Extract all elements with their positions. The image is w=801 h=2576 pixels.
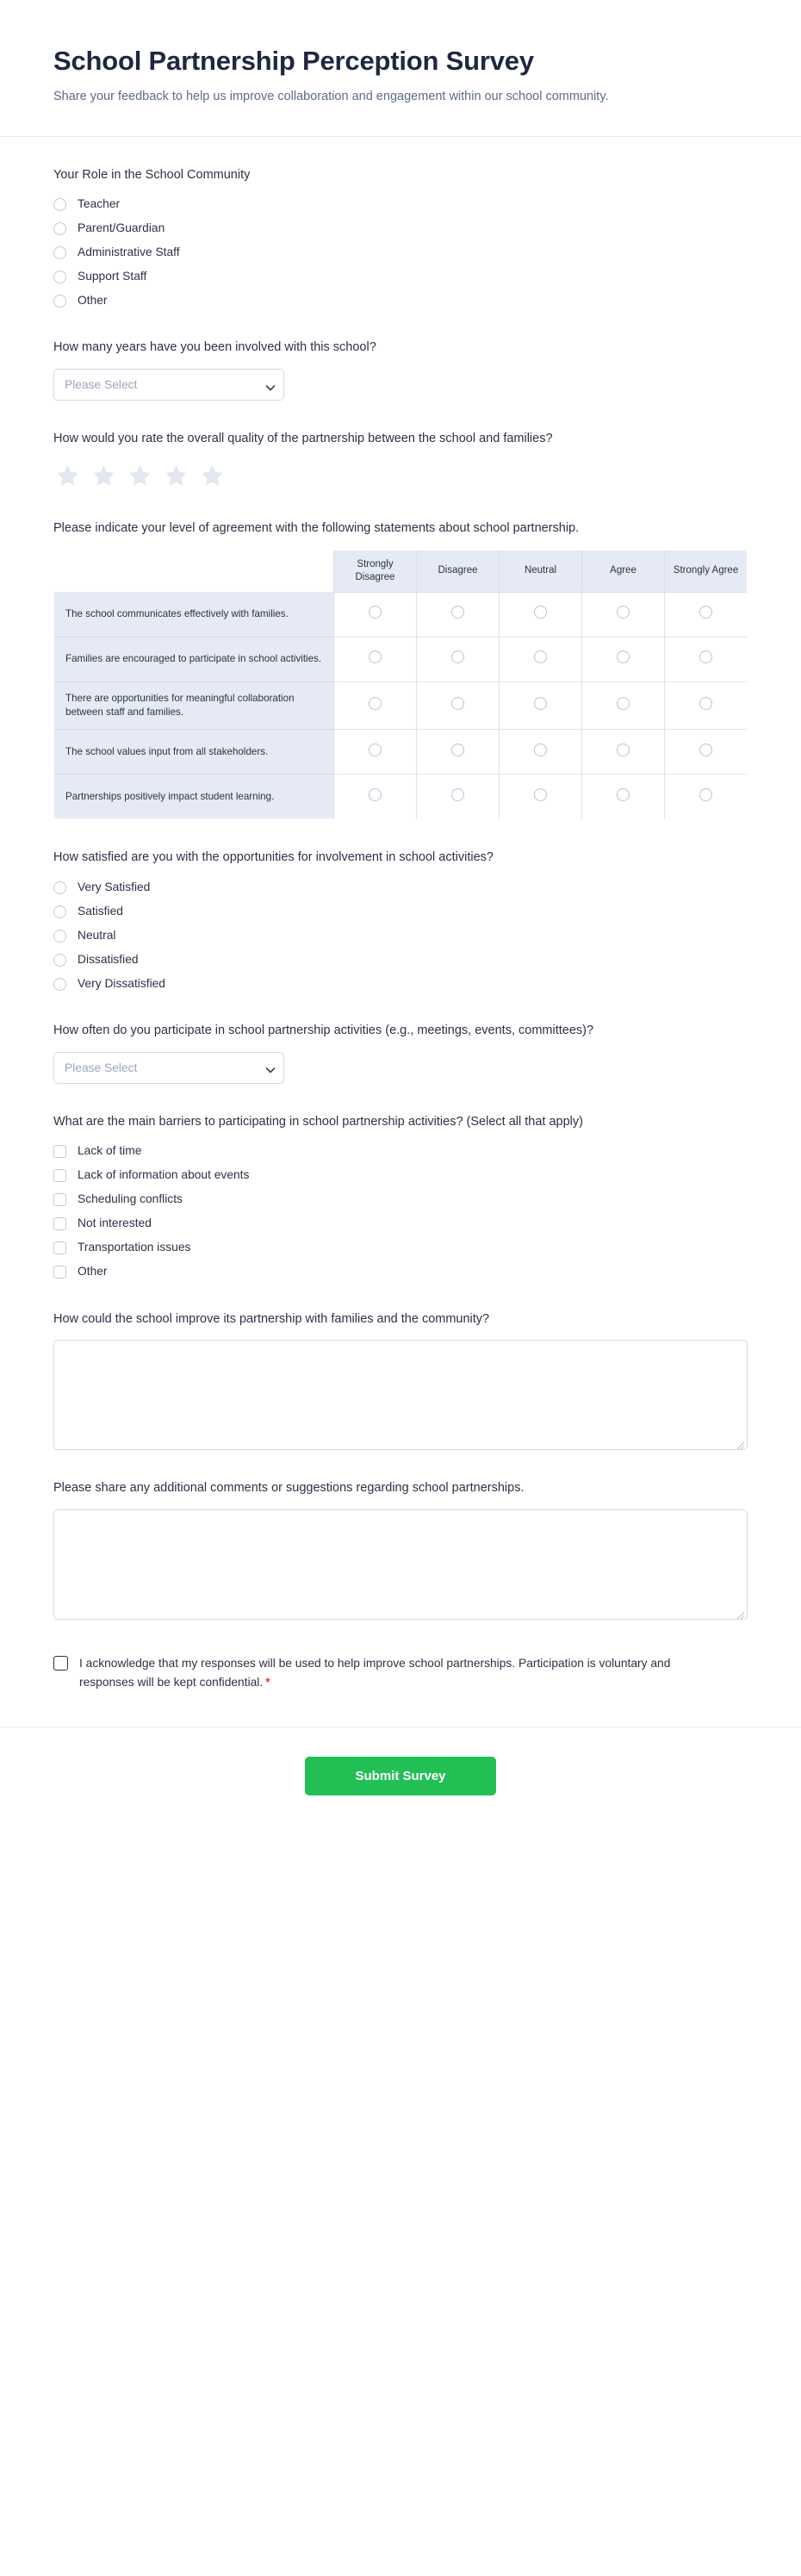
checkbox-option-lack-of-time[interactable] (53, 1143, 748, 1160)
radio-icon[interactable] (451, 788, 464, 801)
option-label: Transportation issues (78, 1241, 191, 1254)
matrix-cell[interactable] (582, 775, 665, 819)
matrix-col-agree: Agree (582, 550, 665, 592)
radio-icon[interactable] (53, 295, 66, 308)
option-label: Support Staff (78, 270, 147, 283)
matrix-col-neutral: Neutral (500, 550, 582, 592)
radio-icon[interactable] (369, 650, 382, 663)
option-label: Other (78, 1265, 108, 1279)
matrix-cell[interactable] (417, 730, 500, 775)
radio-icon[interactable] (53, 246, 66, 259)
checkbox-option-scheduling-conflicts[interactable] (53, 1192, 748, 1209)
matrix-cell[interactable] (417, 637, 500, 681)
agreement-matrix-table (53, 550, 748, 820)
role-radio-group (53, 196, 748, 309)
matrix-cell[interactable] (582, 637, 665, 681)
matrix-row-label: There are opportunities for meaningful collaboration between staff and families. (54, 681, 334, 730)
question-participation-frequency (53, 1022, 748, 1084)
checkbox-icon[interactable] (53, 1241, 66, 1254)
radio-icon[interactable] (617, 697, 630, 710)
table-row (54, 730, 748, 775)
question-years-involved (53, 339, 748, 401)
star-icon-4[interactable] (164, 464, 189, 488)
star-icon-5[interactable] (200, 464, 225, 488)
checkbox-icon[interactable] (53, 1169, 66, 1182)
option-label: Satisfied (78, 904, 123, 918)
option-label: Teacher (78, 197, 121, 211)
radio-icon[interactable] (617, 650, 630, 663)
question-partnership-rating (53, 430, 748, 490)
option-label: Parent/Guardian (78, 221, 165, 235)
question-comments-label: Please share any additional comments or suggestions regarding school partnerships. (53, 1481, 525, 1496)
acknowledgement-label (79, 1654, 717, 1692)
frequency-select-wrapper (53, 1052, 284, 1084)
radio-icon[interactable] (369, 744, 382, 756)
matrix-wrapper (53, 550, 748, 820)
radio-option-parent-guardian[interactable] (53, 220, 748, 237)
form-body (0, 137, 801, 1692)
radio-option-very-satisfied[interactable] (53, 879, 748, 896)
submit-survey-button[interactable]: Submit Survey (305, 1757, 496, 1795)
radio-icon[interactable] (534, 606, 547, 619)
table-row (54, 592, 748, 637)
satisfaction-radio-group (53, 879, 748, 992)
option-label: Administrative Staff (78, 246, 180, 259)
option-label: Lack of information about events (78, 1168, 250, 1182)
question-barriers-label: What are the main barriers to participating in school partnership activities? (Select all that apply) (53, 1114, 583, 1129)
radio-icon[interactable] (451, 606, 464, 619)
matrix-row-label: Partnerships positively impact student learning. (54, 775, 334, 819)
years-select[interactable]: Please Select (53, 369, 284, 401)
radio-icon[interactable] (451, 744, 464, 756)
option-label: Scheduling conflicts (78, 1192, 183, 1206)
star-rating-group (53, 460, 748, 490)
matrix-cell[interactable] (417, 775, 500, 819)
matrix-cell[interactable] (665, 637, 748, 681)
radio-icon[interactable] (451, 697, 464, 710)
radio-icon[interactable] (617, 788, 630, 801)
radio-icon[interactable] (699, 788, 712, 801)
radio-icon[interactable] (699, 697, 712, 710)
radio-icon[interactable] (369, 606, 382, 619)
radio-icon[interactable] (53, 198, 66, 211)
question-agreement-matrix (53, 520, 748, 820)
question-frequency-label: How often do you participate in school partnership activities (e.g., meetings, events, committees)? (53, 1024, 594, 1038)
question-role (53, 166, 748, 310)
radio-icon[interactable] (53, 930, 66, 943)
radio-option-support-staff[interactable] (53, 268, 748, 285)
matrix-col-strongly-agree: Strongly Agree (665, 550, 748, 592)
radio-icon[interactable] (369, 697, 382, 710)
question-improve (53, 1310, 748, 1451)
radio-icon[interactable] (617, 744, 630, 756)
option-label: Not interested (78, 1216, 152, 1230)
table-row (54, 775, 748, 819)
radio-icon[interactable] (534, 788, 547, 801)
matrix-cell[interactable] (500, 775, 582, 819)
matrix-cell[interactable] (665, 775, 748, 819)
matrix-cell[interactable] (582, 681, 665, 730)
required-asterisk: * (265, 1675, 270, 1689)
table-row (54, 637, 748, 681)
checkbox-option-other[interactable] (53, 1264, 748, 1281)
radio-icon[interactable] (53, 271, 66, 283)
radio-option-dissatisfied[interactable] (53, 951, 748, 968)
checkbox-option-not-interested[interactable] (53, 1216, 748, 1233)
matrix-cell[interactable] (334, 730, 417, 775)
page-subtitle: Share your feedback to help us improve collaboration and engagement within our school community. (53, 90, 609, 104)
matrix-cell[interactable] (500, 681, 582, 730)
option-label: Very Dissatisfied (78, 976, 165, 990)
matrix-cell[interactable] (417, 681, 500, 730)
matrix-cell[interactable] (665, 730, 748, 775)
radio-icon[interactable] (534, 744, 547, 756)
question-satisfaction (53, 849, 748, 992)
matrix-cell[interactable] (334, 681, 417, 730)
matrix-col-disagree: Disagree (417, 550, 500, 592)
radio-icon[interactable] (53, 881, 66, 894)
question-comments (53, 1479, 748, 1620)
years-select-wrapper (53, 369, 284, 401)
checkbox-icon[interactable] (53, 1217, 66, 1230)
matrix-row-label: The school communicates effectively with families. (54, 592, 334, 637)
matrix-header-row (54, 550, 748, 592)
acknowledgement-text: I acknowledge that my responses will be used to help improve school partnerships. Participation is voluntary and responses will be kept confidential. (79, 1657, 671, 1689)
star-icon-2[interactable] (91, 464, 116, 488)
question-improve-label: How could the school improve its partnership with families and the community? (53, 1311, 490, 1326)
radio-icon[interactable] (53, 905, 66, 918)
radio-icon[interactable] (534, 650, 547, 663)
form-header (0, 0, 801, 137)
question-satisfaction-label: How satisfied are you with the opportunities for involvement in school activities? (53, 850, 494, 865)
radio-icon[interactable] (369, 788, 382, 801)
radio-icon[interactable] (699, 744, 712, 756)
matrix-cell[interactable] (665, 592, 748, 637)
option-label: Lack of time (78, 1144, 142, 1158)
matrix-cell[interactable] (417, 592, 500, 637)
acknowledgement-checkbox-icon[interactable] (53, 1656, 68, 1671)
star-icon-1[interactable] (55, 464, 80, 488)
barriers-checkbox-group (53, 1143, 748, 1281)
matrix-cell[interactable] (582, 592, 665, 637)
matrix-cell[interactable] (500, 730, 582, 775)
radio-icon[interactable] (451, 650, 464, 663)
star-icon-3[interactable] (127, 464, 152, 488)
matrix-corner-cell (54, 550, 334, 592)
radio-option-very-dissatisfied[interactable] (53, 975, 748, 992)
frequency-select[interactable]: Please Select (53, 1052, 284, 1084)
matrix-cell[interactable] (500, 637, 582, 681)
checkbox-icon[interactable] (53, 1145, 66, 1158)
matrix-cell[interactable] (500, 592, 582, 637)
table-row (54, 681, 748, 730)
option-label: Dissatisfied (78, 952, 139, 966)
matrix-cell[interactable] (334, 637, 417, 681)
question-rating-label: How would you rate the overall quality of the partnership between the school and families? (53, 432, 553, 446)
radio-option-administrative-staff[interactable] (53, 244, 748, 261)
radio-option-other[interactable] (53, 292, 748, 309)
checkbox-icon[interactable] (53, 1266, 66, 1279)
matrix-cell[interactable] (334, 592, 417, 637)
matrix-cell[interactable] (334, 775, 417, 819)
option-label: Neutral (78, 928, 116, 942)
checkbox-option-transportation-issues[interactable] (53, 1240, 748, 1257)
improve-textarea[interactable] (53, 1340, 748, 1450)
resize-handle-icon[interactable] (736, 1608, 744, 1616)
resize-handle-icon[interactable] (736, 1439, 744, 1447)
radio-icon[interactable] (699, 650, 712, 663)
matrix-cell[interactable] (665, 681, 748, 730)
checkbox-option-lack-of-information[interactable] (53, 1167, 748, 1185)
radio-icon[interactable] (699, 606, 712, 619)
question-matrix-label: Please indicate your level of agreement with the following statements about school partnership. (53, 520, 580, 535)
matrix-row-label: The school values input from all stakeholders. (54, 730, 334, 775)
comments-textarea[interactable] (53, 1509, 748, 1620)
radio-option-teacher[interactable] (53, 196, 748, 213)
radio-icon[interactable] (53, 222, 66, 235)
page-title: School Partnership Perception Survey (53, 46, 534, 76)
matrix-row-label: Families are encouraged to participate in school activities. (54, 637, 334, 681)
question-role-label: Your Role in the School Community (53, 167, 251, 182)
option-label: Very Satisfied (78, 880, 151, 893)
question-barriers (53, 1113, 748, 1281)
matrix-col-strongly-disagree: Strongly Disagree (334, 550, 417, 592)
matrix-body (54, 592, 748, 819)
radio-option-satisfied[interactable] (53, 903, 748, 920)
radio-icon[interactable] (53, 978, 66, 991)
matrix-head (54, 550, 748, 592)
radio-icon[interactable] (617, 606, 630, 619)
radio-icon[interactable] (534, 697, 547, 710)
radio-option-neutral[interactable] (53, 927, 748, 944)
question-years-label: How many years have you been involved with this school? (53, 340, 376, 355)
form-footer (0, 1727, 801, 1830)
radio-icon[interactable] (53, 954, 66, 967)
option-label: Other (78, 294, 108, 308)
acknowledgement-row[interactable] (53, 1649, 748, 1692)
checkbox-icon[interactable] (53, 1193, 66, 1206)
matrix-cell[interactable] (582, 730, 665, 775)
